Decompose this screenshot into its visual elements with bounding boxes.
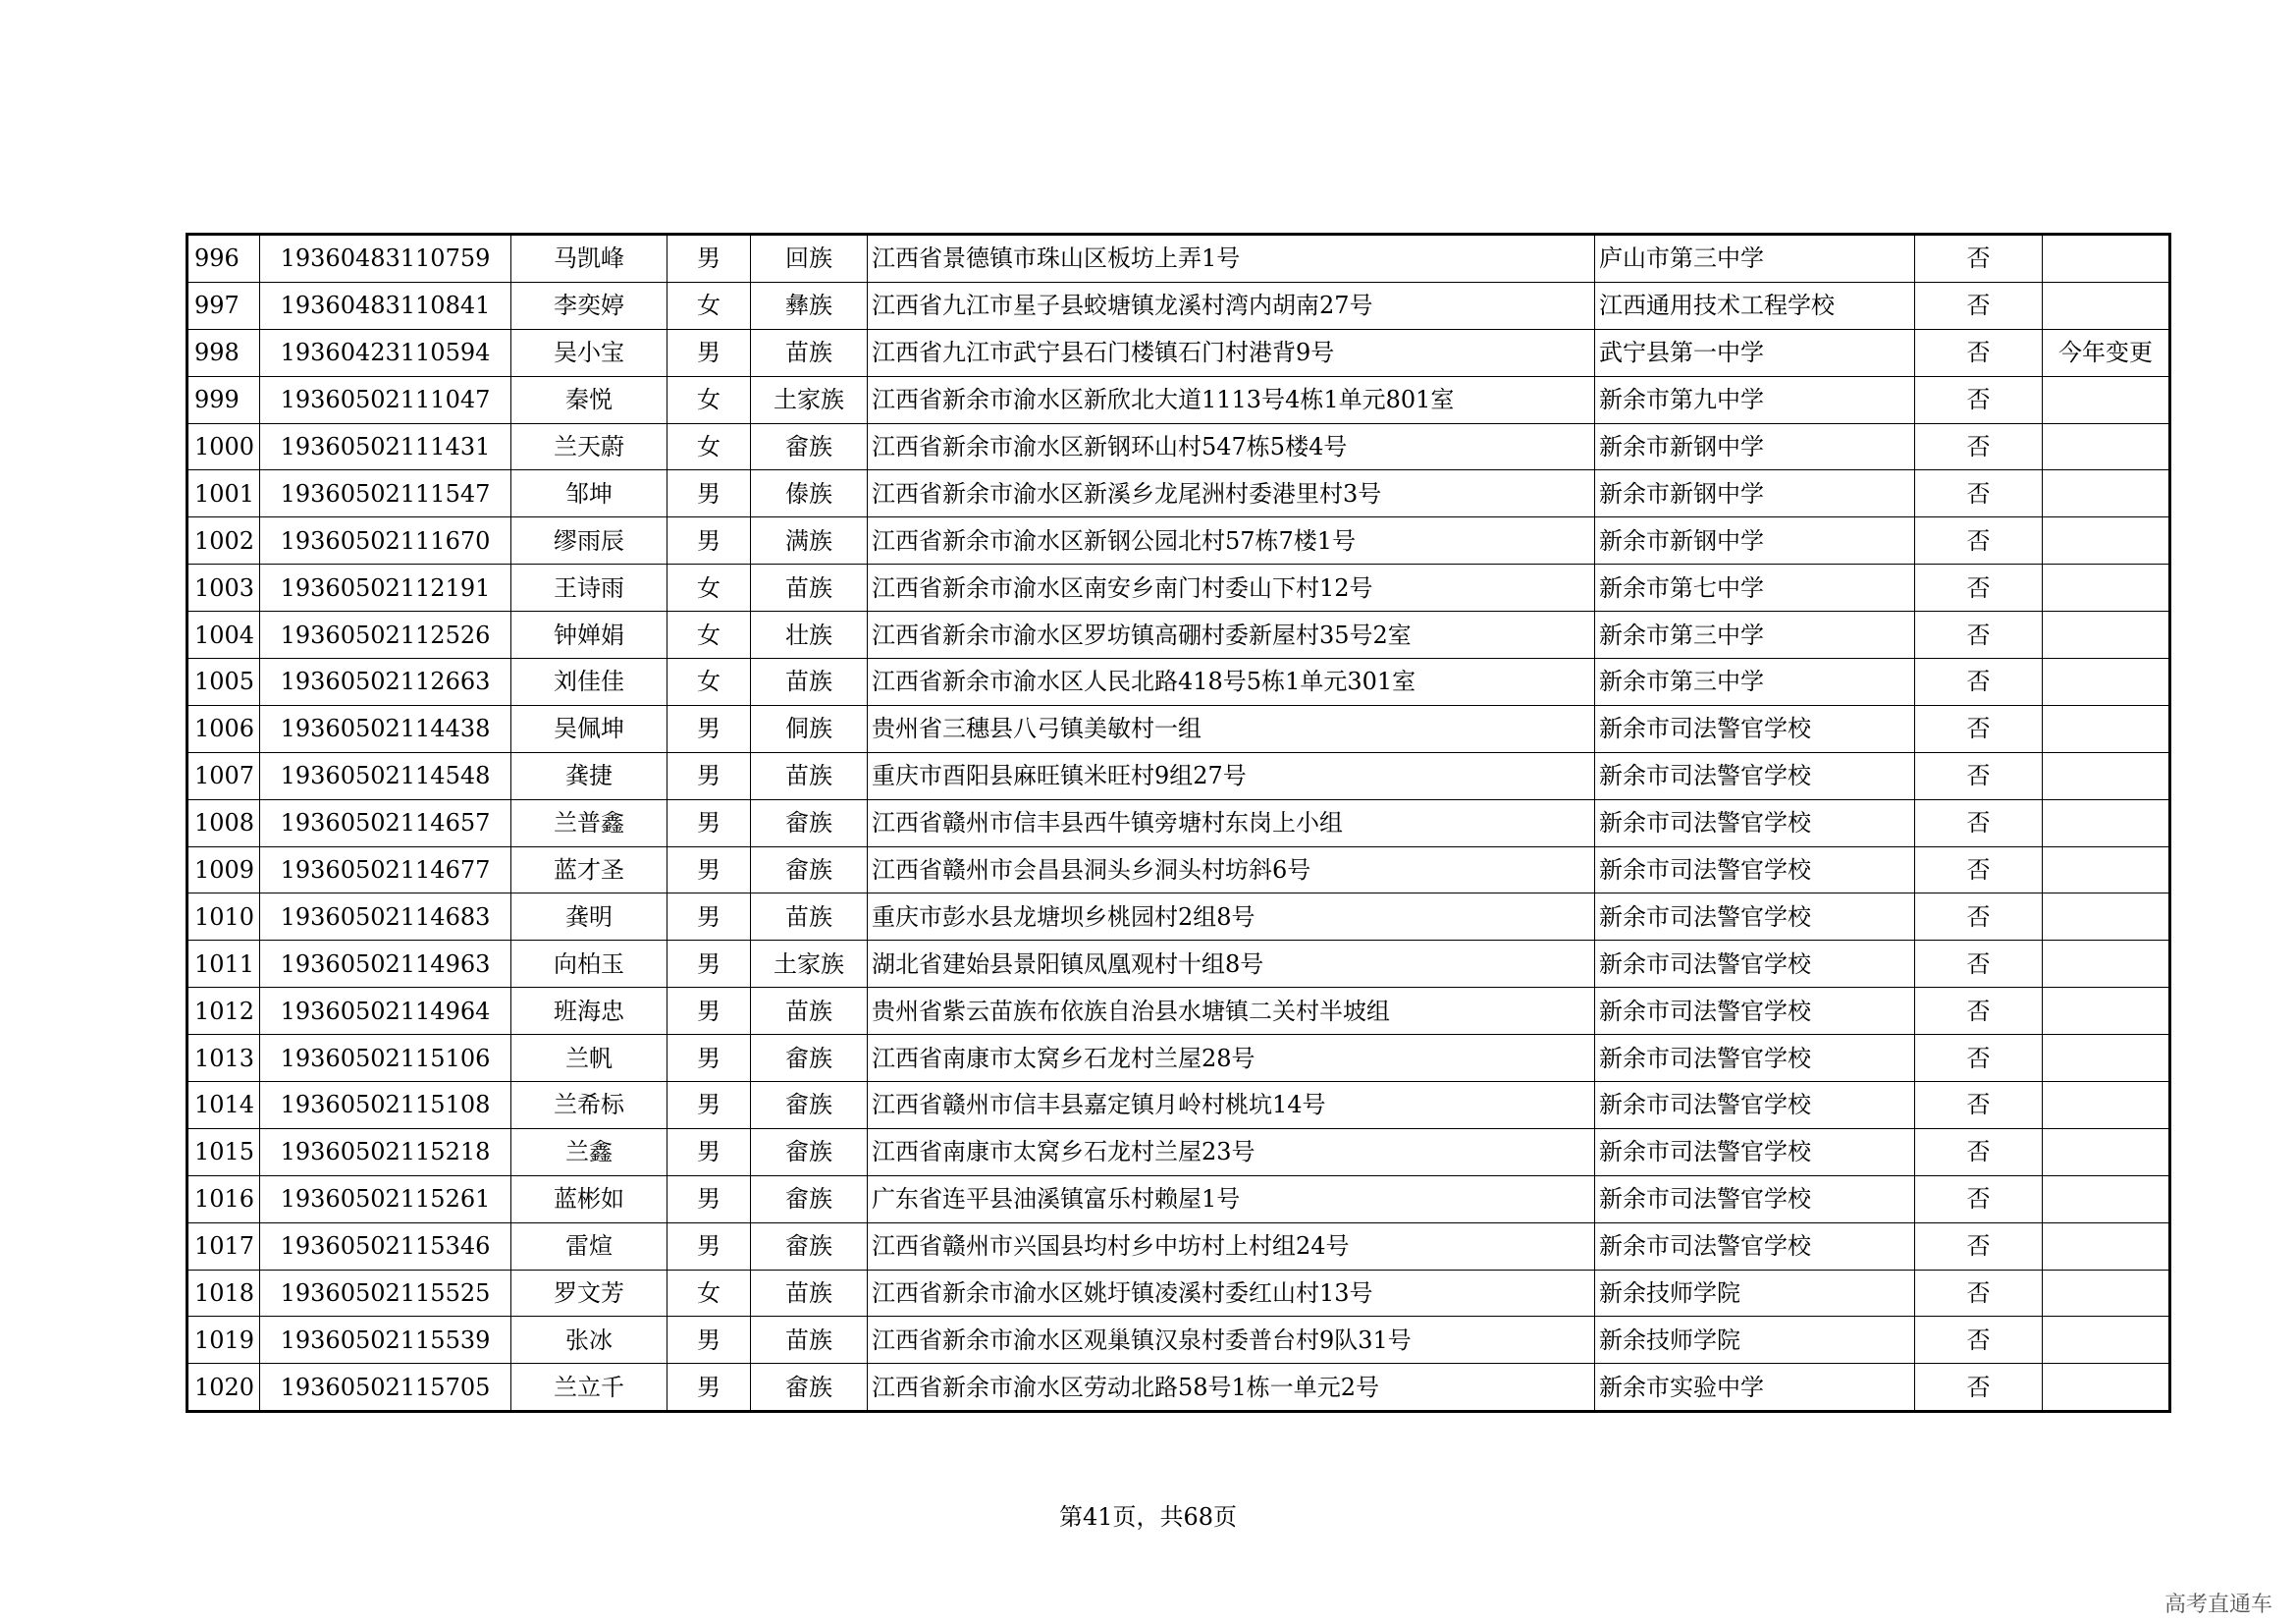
table-row	[187, 282, 2170, 329]
address-cell: 江西省赣州市会昌县洞头乡洞头村坊斜6号	[868, 846, 1595, 893]
flag-cell: 否	[1915, 799, 2043, 846]
sex-cell: 男	[667, 1082, 751, 1129]
row-index-cell: 996	[187, 235, 260, 283]
note-cell	[2043, 1175, 2170, 1222]
exam-number-cell: 19360502115261	[260, 1175, 511, 1222]
note-cell	[2043, 1364, 2170, 1412]
name-cell: 兰鑫	[511, 1128, 667, 1175]
note-cell	[2043, 1222, 2170, 1270]
sex-cell: 男	[667, 893, 751, 941]
table-row	[187, 1082, 2170, 1129]
address-cell: 广东省连平县油溪镇富乐村赖屋1号	[868, 1175, 1595, 1222]
sex-cell: 女	[667, 1270, 751, 1317]
sex-cell: 女	[667, 376, 751, 423]
name-cell: 龚明	[511, 893, 667, 941]
school-cell: 庐山市第三中学	[1595, 235, 1915, 283]
ethnicity-cell: 苗族	[751, 988, 868, 1035]
exam-number-cell: 19360502112526	[260, 612, 511, 659]
table-row	[187, 1175, 2170, 1222]
note-cell	[2043, 282, 2170, 329]
note-cell	[2043, 612, 2170, 659]
exam-number-cell: 19360483110759	[260, 235, 511, 283]
exam-number-cell: 19360502115539	[260, 1317, 511, 1364]
table-row	[187, 752, 2170, 799]
note-cell	[2043, 988, 2170, 1035]
ethnicity-cell: 傣族	[751, 470, 868, 517]
address-cell: 江西省新余市渝水区新钢环山村547栋5楼4号	[868, 423, 1595, 470]
name-cell: 向柏玉	[511, 941, 667, 988]
flag-cell: 否	[1915, 1082, 2043, 1129]
name-cell: 王诗雨	[511, 565, 667, 612]
sex-cell: 男	[667, 941, 751, 988]
table-row	[187, 1128, 2170, 1175]
name-cell: 兰帆	[511, 1035, 667, 1082]
note-cell	[2043, 1035, 2170, 1082]
name-cell: 蓝才圣	[511, 846, 667, 893]
exam-number-cell: 19360502111047	[260, 376, 511, 423]
row-index-cell: 1004	[187, 612, 260, 659]
ethnicity-cell: 苗族	[751, 329, 868, 376]
address-cell: 江西省九江市武宁县石门楼镇石门村港背9号	[868, 329, 1595, 376]
name-cell: 吴佩坤	[511, 705, 667, 752]
note-cell	[2043, 846, 2170, 893]
address-cell: 江西省新余市渝水区新钢公园北村57栋7楼1号	[868, 517, 1595, 565]
exam-number-cell: 19360423110594	[260, 329, 511, 376]
table-row	[187, 846, 2170, 893]
name-cell: 吴小宝	[511, 329, 667, 376]
school-cell: 新余市司法警官学校	[1595, 941, 1915, 988]
school-cell: 新余市司法警官学校	[1595, 1128, 1915, 1175]
flag-cell: 否	[1915, 941, 2043, 988]
sex-cell: 男	[667, 1035, 751, 1082]
exam-number-cell: 19360502114548	[260, 752, 511, 799]
school-cell: 新余技师学院	[1595, 1317, 1915, 1364]
address-cell: 湖北省建始县景阳镇凤凰观村十组8号	[868, 941, 1595, 988]
sex-cell: 男	[667, 988, 751, 1035]
school-cell: 新余市第七中学	[1595, 565, 1915, 612]
flag-cell: 否	[1915, 612, 2043, 659]
table-row	[187, 1364, 2170, 1412]
school-cell: 新余市第三中学	[1595, 612, 1915, 659]
row-index-cell: 1018	[187, 1270, 260, 1317]
ethnicity-cell: 壮族	[751, 612, 868, 659]
exam-number-cell: 19360502115525	[260, 1270, 511, 1317]
flag-cell: 否	[1915, 705, 2043, 752]
flag-cell: 否	[1915, 423, 2043, 470]
name-cell: 兰立千	[511, 1364, 667, 1412]
ethnicity-cell: 畲族	[751, 1364, 868, 1412]
address-cell: 江西省景德镇市珠山区板坊上弄1号	[868, 235, 1595, 283]
name-cell: 邹坤	[511, 470, 667, 517]
address-cell: 江西省新余市渝水区罗坊镇高硼村委新屋村35号2室	[868, 612, 1595, 659]
sex-cell: 男	[667, 1317, 751, 1364]
flag-cell: 否	[1915, 376, 2043, 423]
ethnicity-cell: 畲族	[751, 799, 868, 846]
address-cell: 贵州省三穗县八弓镇美敏村一组	[868, 705, 1595, 752]
name-cell: 张冰	[511, 1317, 667, 1364]
flag-cell: 否	[1915, 1270, 2043, 1317]
exam-number-cell: 19360502115106	[260, 1035, 511, 1082]
sex-cell: 男	[667, 1222, 751, 1270]
ethnicity-cell: 畲族	[751, 1128, 868, 1175]
sex-cell: 男	[667, 752, 751, 799]
flag-cell: 否	[1915, 470, 2043, 517]
note-cell	[2043, 799, 2170, 846]
watermark-text: 高考直通车	[2163, 1593, 2272, 1617]
student-table	[186, 233, 2171, 1413]
school-cell: 新余市司法警官学校	[1595, 799, 1915, 846]
school-cell: 新余市司法警官学校	[1595, 705, 1915, 752]
sex-cell: 男	[667, 517, 751, 565]
ethnicity-cell: 苗族	[751, 565, 868, 612]
exam-number-cell: 19360502111431	[260, 423, 511, 470]
ethnicity-cell: 苗族	[751, 1317, 868, 1364]
table-row	[187, 1222, 2170, 1270]
exam-number-cell: 19360502114657	[260, 799, 511, 846]
address-cell: 江西省新余市渝水区南安乡南门村委山下村12号	[868, 565, 1595, 612]
row-index-cell: 1012	[187, 988, 260, 1035]
flag-cell: 否	[1915, 329, 2043, 376]
school-cell: 武宁县第一中学	[1595, 329, 1915, 376]
exam-number-cell: 19360502114677	[260, 846, 511, 893]
ethnicity-cell: 苗族	[751, 1270, 868, 1317]
ethnicity-cell: 苗族	[751, 893, 868, 941]
table-row	[187, 329, 2170, 376]
school-cell: 新余市司法警官学校	[1595, 1082, 1915, 1129]
school-cell: 新余市第三中学	[1595, 659, 1915, 706]
name-cell: 蓝彬如	[511, 1175, 667, 1222]
exam-number-cell: 19360502114438	[260, 705, 511, 752]
name-cell: 钟婵娟	[511, 612, 667, 659]
exam-number-cell: 19360502112663	[260, 659, 511, 706]
note-cell: 今年变更	[2043, 329, 2170, 376]
row-index-cell: 1017	[187, 1222, 260, 1270]
row-index-cell: 1000	[187, 423, 260, 470]
address-cell: 江西省赣州市信丰县嘉定镇月岭村桃坑14号	[868, 1082, 1595, 1129]
address-cell: 重庆市酉阳县麻旺镇米旺村9组27号	[868, 752, 1595, 799]
flag-cell: 否	[1915, 517, 2043, 565]
school-cell: 江西通用技术工程学校	[1595, 282, 1915, 329]
row-index-cell: 1016	[187, 1175, 260, 1222]
row-index-cell: 1010	[187, 893, 260, 941]
sex-cell: 女	[667, 565, 751, 612]
table-row	[187, 799, 2170, 846]
ethnicity-cell: 畲族	[751, 1035, 868, 1082]
exam-number-cell: 19360502115346	[260, 1222, 511, 1270]
ethnicity-cell: 畲族	[751, 846, 868, 893]
sex-cell: 女	[667, 423, 751, 470]
exam-number-cell: 19360502111547	[260, 470, 511, 517]
student-table-body	[187, 235, 2170, 1412]
school-cell: 新余技师学院	[1595, 1270, 1915, 1317]
address-cell: 江西省赣州市信丰县西牛镇旁塘村东岗上小组	[868, 799, 1595, 846]
note-cell	[2043, 235, 2170, 283]
table-row	[187, 235, 2170, 283]
sex-cell: 女	[667, 282, 751, 329]
row-index-cell: 1006	[187, 705, 260, 752]
exam-number-cell: 19360502112191	[260, 565, 511, 612]
flag-cell: 否	[1915, 752, 2043, 799]
name-cell: 班海忠	[511, 988, 667, 1035]
table-row	[187, 1270, 2170, 1317]
address-cell: 江西省新余市渝水区人民北路418号5栋1单元301室	[868, 659, 1595, 706]
address-cell: 贵州省紫云苗族布依族自治县水塘镇二关村半坡组	[868, 988, 1595, 1035]
row-index-cell: 1019	[187, 1317, 260, 1364]
table-row	[187, 612, 2170, 659]
table-row	[187, 659, 2170, 706]
ethnicity-cell: 苗族	[751, 659, 868, 706]
note-cell	[2043, 1082, 2170, 1129]
name-cell: 龚捷	[511, 752, 667, 799]
exam-number-cell: 19360483110841	[260, 282, 511, 329]
school-cell: 新余市司法警官学校	[1595, 893, 1915, 941]
name-cell: 李奕婷	[511, 282, 667, 329]
sex-cell: 男	[667, 470, 751, 517]
note-cell	[2043, 659, 2170, 706]
ethnicity-cell: 畲族	[751, 1222, 868, 1270]
table-row	[187, 376, 2170, 423]
page-indicator: 第41页，共68页	[1058, 1503, 1238, 1531]
flag-cell: 否	[1915, 565, 2043, 612]
exam-number-cell: 19360502114964	[260, 988, 511, 1035]
table-row	[187, 1035, 2170, 1082]
address-cell: 江西省新余市渝水区姚圩镇凌溪村委红山村13号	[868, 1270, 1595, 1317]
note-cell	[2043, 517, 2170, 565]
flag-cell: 否	[1915, 235, 2043, 283]
school-cell: 新余市司法警官学校	[1595, 988, 1915, 1035]
school-cell: 新余市新钢中学	[1595, 470, 1915, 517]
note-cell	[2043, 752, 2170, 799]
school-cell: 新余市司法警官学校	[1595, 1175, 1915, 1222]
sex-cell: 男	[667, 329, 751, 376]
table-row	[187, 1317, 2170, 1364]
sex-cell: 男	[667, 1128, 751, 1175]
flag-cell: 否	[1915, 1364, 2043, 1412]
note-cell	[2043, 941, 2170, 988]
exam-number-cell: 19360502114963	[260, 941, 511, 988]
row-index-cell: 1014	[187, 1082, 260, 1129]
name-cell: 马凯峰	[511, 235, 667, 283]
address-cell: 江西省九江市星子县蛟塘镇龙溪村湾内胡南27号	[868, 282, 1595, 329]
flag-cell: 否	[1915, 1128, 2043, 1175]
name-cell: 雷煊	[511, 1222, 667, 1270]
row-index-cell: 1005	[187, 659, 260, 706]
name-cell: 刘佳佳	[511, 659, 667, 706]
exam-number-cell: 19360502114683	[260, 893, 511, 941]
ethnicity-cell: 回族	[751, 235, 868, 283]
school-cell: 新余市新钢中学	[1595, 423, 1915, 470]
school-cell: 新余市实验中学	[1595, 1364, 1915, 1412]
name-cell: 秦悦	[511, 376, 667, 423]
school-cell: 新余市第九中学	[1595, 376, 1915, 423]
name-cell: 缪雨辰	[511, 517, 667, 565]
school-cell: 新余市司法警官学校	[1595, 752, 1915, 799]
note-cell	[2043, 376, 2170, 423]
row-index-cell: 1002	[187, 517, 260, 565]
sex-cell: 男	[667, 799, 751, 846]
row-index-cell: 1003	[187, 565, 260, 612]
exam-number-cell: 19360502111670	[260, 517, 511, 565]
flag-cell: 否	[1915, 893, 2043, 941]
address-cell: 江西省南康市太窝乡石龙村兰屋23号	[868, 1128, 1595, 1175]
note-cell	[2043, 565, 2170, 612]
flag-cell: 否	[1915, 1222, 2043, 1270]
flag-cell: 否	[1915, 1035, 2043, 1082]
sex-cell: 男	[667, 1364, 751, 1412]
address-cell: 江西省新余市渝水区新溪乡龙尾洲村委港里村3号	[868, 470, 1595, 517]
flag-cell: 否	[1915, 846, 2043, 893]
ethnicity-cell: 畲族	[751, 1175, 868, 1222]
ethnicity-cell: 彝族	[751, 282, 868, 329]
ethnicity-cell: 土家族	[751, 376, 868, 423]
row-index-cell: 998	[187, 329, 260, 376]
ethnicity-cell: 畲族	[751, 1082, 868, 1129]
flag-cell: 否	[1915, 1317, 2043, 1364]
note-cell	[2043, 470, 2170, 517]
sex-cell: 男	[667, 846, 751, 893]
row-index-cell: 999	[187, 376, 260, 423]
table-row	[187, 705, 2170, 752]
sex-cell: 男	[667, 705, 751, 752]
table-row	[187, 893, 2170, 941]
row-index-cell: 1009	[187, 846, 260, 893]
ethnicity-cell: 苗族	[751, 752, 868, 799]
school-cell: 新余市司法警官学校	[1595, 1222, 1915, 1270]
ethnicity-cell: 侗族	[751, 705, 868, 752]
address-cell: 江西省新余市渝水区新欣北大道1113号4栋1单元801室	[868, 376, 1595, 423]
row-index-cell: 1011	[187, 941, 260, 988]
name-cell: 兰天蔚	[511, 423, 667, 470]
school-cell: 新余市司法警官学校	[1595, 846, 1915, 893]
sex-cell: 女	[667, 612, 751, 659]
address-cell: 江西省新余市渝水区劳动北路58号1栋一单元2号	[868, 1364, 1595, 1412]
note-cell	[2043, 1128, 2170, 1175]
flag-cell: 否	[1915, 1175, 2043, 1222]
row-index-cell: 1015	[187, 1128, 260, 1175]
address-cell: 江西省南康市太窝乡石龙村兰屋28号	[868, 1035, 1595, 1082]
name-cell: 罗文芳	[511, 1270, 667, 1317]
row-index-cell: 1020	[187, 1364, 260, 1412]
ethnicity-cell: 土家族	[751, 941, 868, 988]
sex-cell: 男	[667, 235, 751, 283]
ethnicity-cell: 满族	[751, 517, 868, 565]
row-index-cell: 1013	[187, 1035, 260, 1082]
row-index-cell: 1007	[187, 752, 260, 799]
address-cell: 重庆市彭水县龙塘坝乡桃园村2组8号	[868, 893, 1595, 941]
note-cell	[2043, 1317, 2170, 1364]
note-cell	[2043, 893, 2170, 941]
sex-cell: 女	[667, 659, 751, 706]
address-cell: 江西省赣州市兴国县均村乡中坊村上村组24号	[868, 1222, 1595, 1270]
name-cell: 兰希标	[511, 1082, 667, 1129]
ethnicity-cell: 畲族	[751, 423, 868, 470]
exam-number-cell: 19360502115705	[260, 1364, 511, 1412]
sex-cell: 男	[667, 1175, 751, 1222]
row-index-cell: 1001	[187, 470, 260, 517]
row-index-cell: 1008	[187, 799, 260, 846]
note-cell	[2043, 705, 2170, 752]
table-row	[187, 988, 2170, 1035]
row-index-cell: 997	[187, 282, 260, 329]
table-row	[187, 941, 2170, 988]
note-cell	[2043, 423, 2170, 470]
exam-number-cell: 19360502115218	[260, 1128, 511, 1175]
table-row	[187, 517, 2170, 565]
note-cell	[2043, 1270, 2170, 1317]
table-row	[187, 565, 2170, 612]
address-cell: 江西省新余市渝水区观巢镇汉泉村委普台村9队31号	[868, 1317, 1595, 1364]
table-row	[187, 470, 2170, 517]
flag-cell: 否	[1915, 659, 2043, 706]
flag-cell: 否	[1915, 988, 2043, 1035]
school-cell: 新余市司法警官学校	[1595, 1035, 1915, 1082]
school-cell: 新余市新钢中学	[1595, 517, 1915, 565]
table-row	[187, 423, 2170, 470]
exam-number-cell: 19360502115108	[260, 1082, 511, 1129]
name-cell: 兰普鑫	[511, 799, 667, 846]
flag-cell: 否	[1915, 282, 2043, 329]
